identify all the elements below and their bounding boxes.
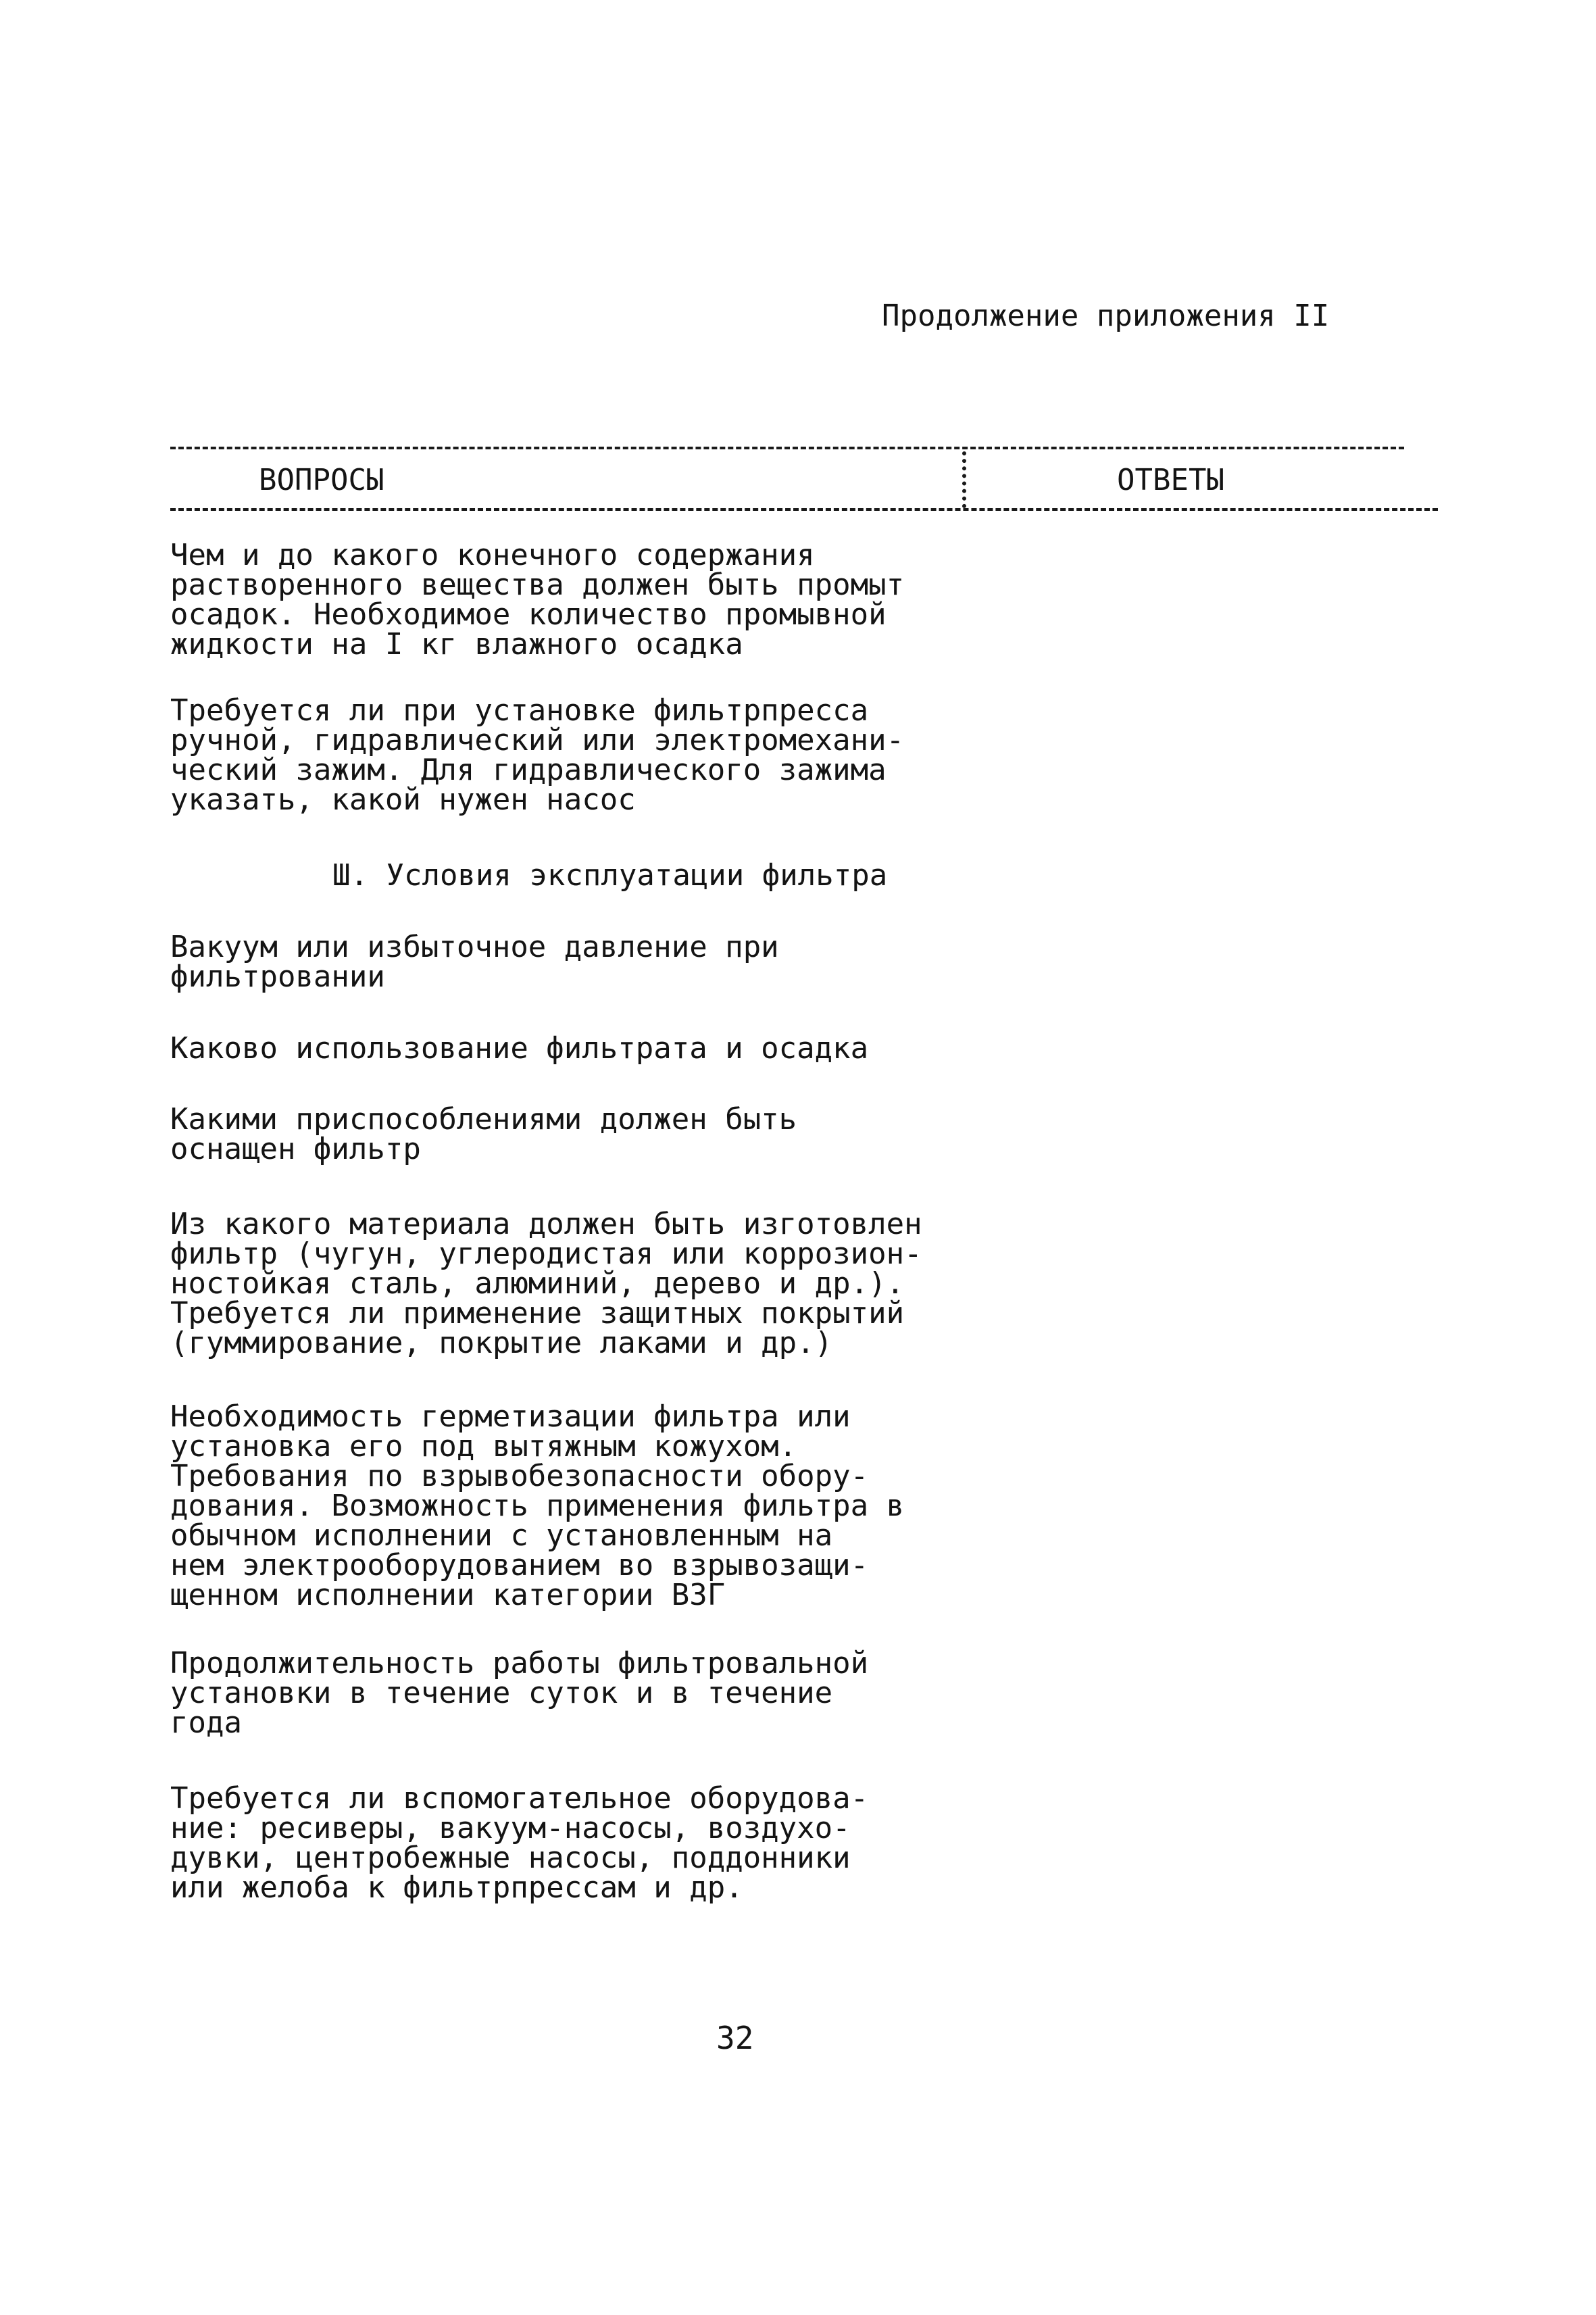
question-item: Необходимость герметизации фильтра или установка его под вытяжным кожухом. Требования по взрывобезопасности обору- дования. Возможность применения фильтра в обычном исполнении с установленным на нем электрооборудованием во взрывозащи- щенном исполнении категории ВЗГ	[170, 1399, 905, 1612]
question-item: Требуется ли при установке фильтрпресса ручной, гидравлический или электромехани- ческий зажим. Для гидравлического зажима указать, какой нужен насос	[170, 693, 905, 817]
table-header-rule	[170, 508, 1438, 511]
question-item: Каково использование фильтрата и осадка	[170, 1031, 869, 1066]
header-note: Продолжение приложения II	[882, 299, 1330, 333]
question-item: Требуется ли вспомогательное оборудова- ние: ресиверы, вакуум-насосы, воздухо- дувки, центробежные насосы, поддонники или желоба к фильтрпрессам и др.	[170, 1781, 869, 1905]
question-item: Какими приспособлениями должен быть оснащен фильтр	[170, 1102, 797, 1166]
question-item: Вакуум или избыточное давление при фильтровании	[170, 930, 779, 994]
section-title: Ш. Условия эксплуатации фильтра	[332, 858, 888, 893]
column-header-answers: ОТВЕТЫ	[1117, 463, 1224, 497]
question-item: Из какого материала должен быть изготовлен фильтр (чугун, углеродистая или коррозион- ностойкая сталь, алюминий, дерево и др.). Требуется ли применение защитных покрытий (гуммирование, покрытие лаками и др.)	[170, 1207, 922, 1360]
question-item: Чем и до какого конечного содержания растворенного вещества должен быть промыт осадок. Необходимое количество промывной жидкости на I кг влажного осадка	[170, 538, 905, 662]
question-item: Продолжительность работы фильтровальной установки в течение суток и в течение года	[170, 1646, 869, 1740]
page-number: 32	[716, 2020, 754, 2056]
table-top-rule	[170, 447, 1404, 449]
column-header-questions: ВОПРОСЫ	[259, 463, 384, 497]
column-divider	[962, 451, 966, 508]
